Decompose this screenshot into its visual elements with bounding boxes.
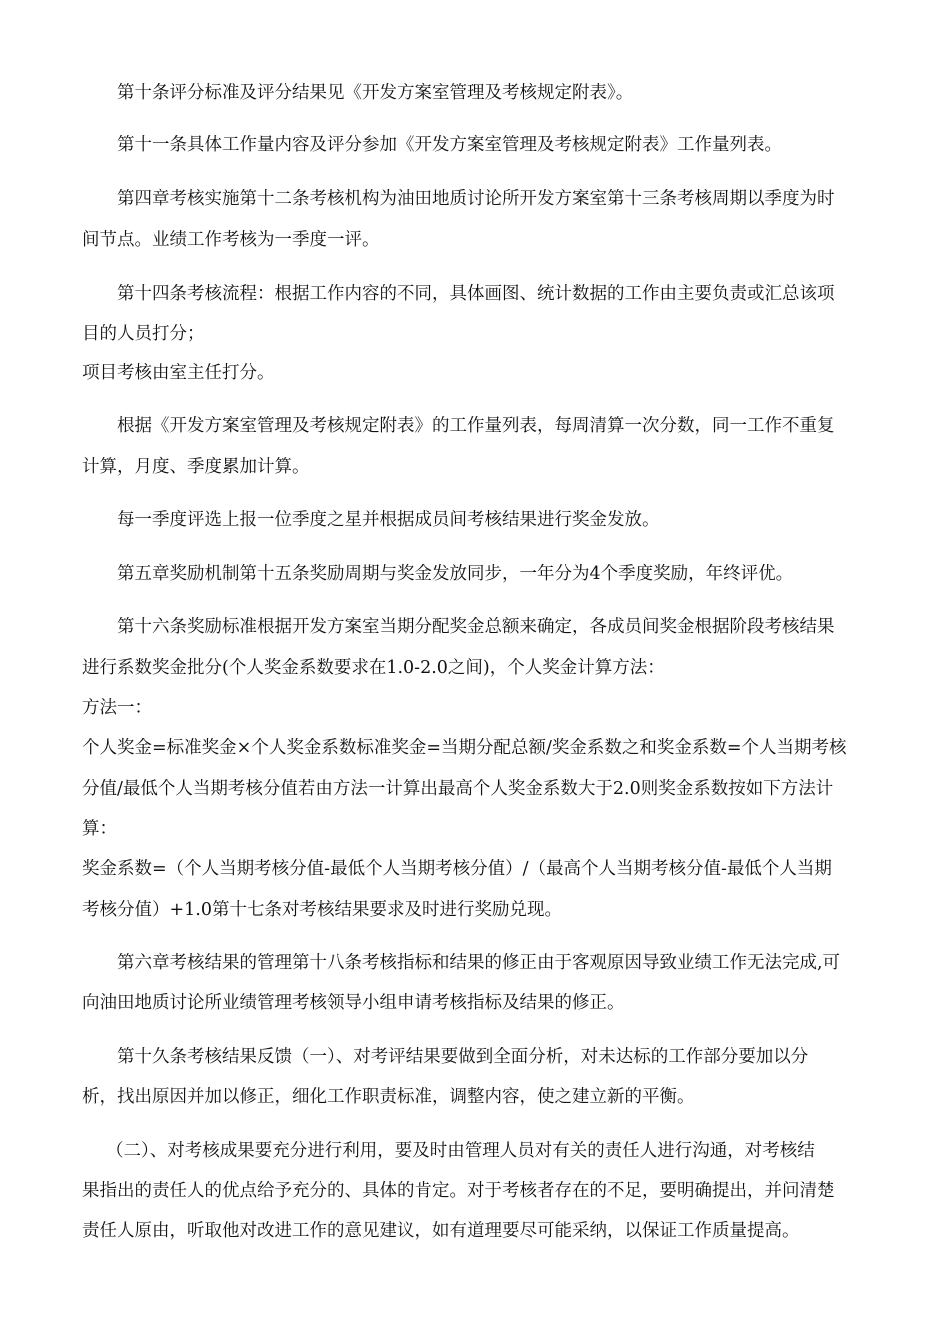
text-line: 析，找出原因并加以修正，细化工作职责标准，调整内容，使之建立新的平衡。 [82,1087,695,1107]
text-line: 第五章奖励机制第十五条奖励周期与奖金发放同步，一年分为4个季度奖励，年终评优。 [117,564,794,584]
text-line: 向油田地质讨论所业绩管理考核领导小组申请考核指标及结果的修正。 [82,993,625,1013]
text-line: 第十六条奖励标准根据开发方案室当期分配奖金总额来确定，各成员间奖金根据阶段考核结果 [117,617,835,637]
text-line: 考核分值）+1.0第十七条对考核结果要求及时进行奖励兑现。 [82,900,562,920]
text-line: 第六章考核结果的管理第十八条考核指标和结果的修正由于客观原因导致业绩工作无法完成,可 [117,953,841,973]
text-line: 根据《开发方案室管理及考核规定附表》的工作量列表，每周清算一次分数，同一工作不重复 [117,416,835,436]
text-line: 进行系数奖金批分(个人奖金系数要求在1.0-2.0之间)，个人奖金计算方法： [82,658,665,678]
text-line: 第十一条具体工作量内容及评分参加《开发方案室管理及考核规定附表》工作量列表。 [117,135,782,155]
text-line: 奖金系数=（个人当期考核分值-最低个人当期考核分值）/（最高个人当期考核分值-最低个人当期 [82,859,832,879]
text-line: 计算，月度、季度累加计算。 [82,457,310,477]
text-line: （二）、对考核成果要充分进行利用，要及时由管理人员对有关的责任人进行沟通，对考核结 [106,1141,815,1161]
text-line: 个人奖金=标准奖金×个人奖金系数标准奖金=当期分配总额/奖金系数之和奖金系数=个人当期考核 [82,738,847,758]
text-line: 目的人员打分； [82,324,205,344]
text-line: 算： [82,819,117,839]
text-line: 方法一： [82,698,152,718]
text-line: 第十久条考核结果反馈（一）、对考评结果要做到全面分析，对未达标的工作部分要加以分 [117,1047,809,1067]
text-line: 分值/最低个人当期考核分值若由方法一计算出最高个人奖金系数大于2.0则奖金系数按如下方法计 [82,779,834,799]
text-line: 间节点。业绩工作考核为一季度一评。 [82,230,380,250]
text-line: 项目考核由室主任打分。 [82,363,275,383]
text-line: 第十条评分标准及评分结果见《开发方案室管理及考核规定附表》。 [117,83,634,103]
text-line: 每一季度评选上报一位季度之星并根据成员间考核结果进行奖金发放。 [117,510,660,530]
text-line: 第四章考核实施第十二条考核机构为油田地质讨论所开发方案室第十三条考核周期以季度为时 [117,189,835,209]
text-line: 责任人原由，听取他对改进工作的意见建议，如有道理要尽可能采纳，以保证工作质量提高。 [82,1221,800,1241]
text-line: 第十四条考核流程：根据工作内容的不同，具体画图、统计数据的工作由主要负责或汇总该项 [117,284,835,304]
text-line: 果指出的责任人的优点给予充分的、具体的肯定。对于考核者存在的不足，要明确提出，并问清楚 [82,1181,835,1201]
